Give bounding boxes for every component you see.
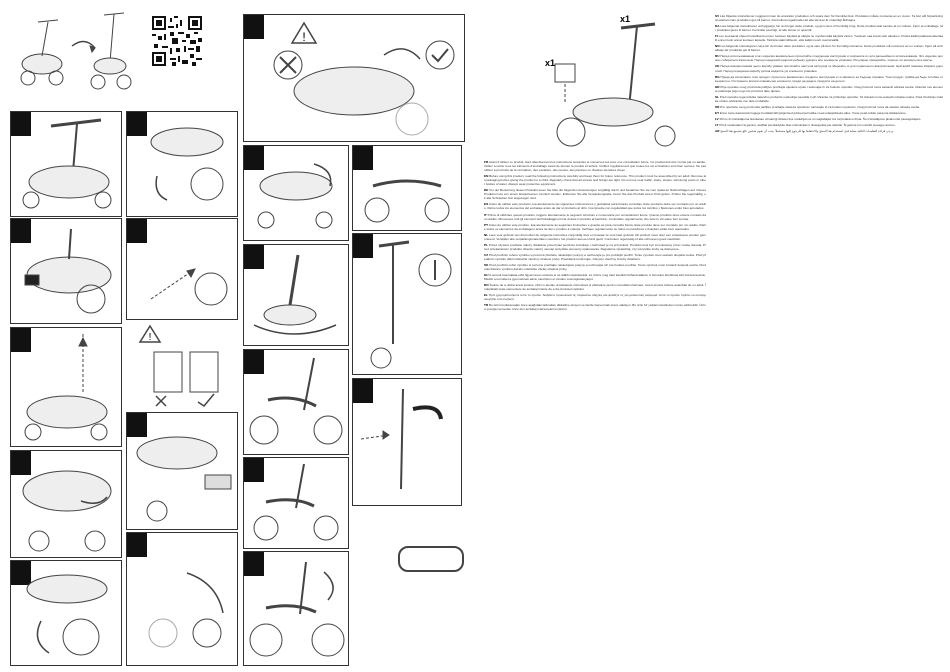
instruction-paragraph bbox=[484, 243, 706, 251]
language-code: AR bbox=[715, 129, 720, 134]
language-code: SV bbox=[715, 14, 720, 18]
language-code: LV bbox=[715, 116, 719, 121]
instruction-paragraph bbox=[715, 44, 943, 52]
step-panel-2 bbox=[10, 218, 122, 324]
language-code: NL bbox=[484, 232, 489, 237]
instruction-paragraph bbox=[484, 263, 706, 271]
wheel-rotate-illustration bbox=[11, 561, 121, 665]
instruction-paragraph bbox=[484, 253, 706, 261]
language-code: FI bbox=[715, 34, 718, 39]
seat-removal-illustration bbox=[11, 451, 121, 557]
language-code: EL bbox=[484, 293, 488, 298]
instruction-text: Before using this product, read the following instructions carefully and keep them for future reference. This product must be assembled by an adult. Remove all packaging before giving the product to a child. Regularly check that all screws and fixings are tight. Do not use near traffic, stairs, slopes, swimming pools or other bodies of water. Always wear protective equipment. bbox=[484, 174, 706, 187]
instruction-text: Przed użyciem produktu należy dokładnie przeczytać poniższe instrukcje i zachować je na przyszłość. Produkt musi być zmontowany przez osobę dorosłą. Przed przekazaniem produktu dziecku należy usunąć wszystkie elementy opakowania. Regularnie sprawdzaj, czy wszystkie śruby są dokręcone. bbox=[484, 242, 706, 251]
instruction-text: Læs følgende instruktioner omhyggeligt, før du bruger dette produkt, og gem dem til fremtidig brug. Dette produkt skal samles af en voksen. Fjern al emballage, før produktet gives til barnet. Kontroller jævnligt, at alle skruer er spændt. bbox=[715, 24, 943, 33]
language-code: LT bbox=[715, 122, 719, 127]
steering-insert-illustration bbox=[11, 328, 121, 446]
instruction-text: Prije uporabe ovog proizvoda pažljivo pročitajte sljedeće upute i sačuvajte ih za buduću uporabu. Ovaj proizvod mora sastaviti odrasla osoba. Uklonite sve elemente pakiranja prije nego što proizvod date djetetu. bbox=[715, 84, 943, 93]
rounded-label-box bbox=[398, 546, 464, 572]
instructions-column-right bbox=[715, 14, 943, 666]
instruction-text: Pred použitím tohto výrobku si pozorne prečítajte nasledujúce pokyny a uschovajte ich pre budúce použitie. Tento výrobok musí zostaviť dospelá osoba. Pred odovzdaním výrobku dieťaťu odstráňte všetky obalové prvky. bbox=[484, 262, 706, 272]
language-code: ET bbox=[715, 110, 719, 115]
instruction-paragraph bbox=[715, 117, 943, 121]
instruction-paragraph bbox=[715, 129, 943, 133]
language-code: EN bbox=[484, 174, 489, 179]
language-code: PT bbox=[484, 222, 488, 227]
instruction-text: Pre upotrebe ovog proizvoda pažljivo pročitajte sledeća uputstva i sačuvajte ih za buduću upotrebu. Ovaj proizvod mora da sastavi odrasla osoba. bbox=[719, 104, 921, 109]
qr-code bbox=[152, 16, 202, 66]
instruction-text: Prieš naudodami šį gaminį, atidžiai perskaitykite šias instrukcijas ir išsaugokite jas ateičiai. Šį gaminį turi surinkti suaugęs asmuo. bbox=[718, 122, 896, 127]
language-code: CZ bbox=[484, 252, 489, 257]
instruction-text: Läs följande instruktioner noggrant innan du använder produkten och spara dem för framtida bruk. Produkten måste monteras av en vuxen. Ta bort allt förpackningsmaterial innan produkten ges till barnet. Kontrollera regelbundet att alla skruvar är ordentligt åtdragna. bbox=[715, 14, 943, 23]
instruction-paragraph bbox=[484, 283, 706, 291]
seat-lock-illustration bbox=[11, 219, 121, 323]
language-code: DE bbox=[484, 188, 489, 193]
language-code: SL bbox=[715, 94, 719, 99]
instruction-text: Před použitím tohoto výrobku si pozorně přečtěte následující pokyny a uschovejte je pro pozdější použití. Tento výrobek musí sestavit dospělá osoba. Před předáním výrobku dítěti odstraňte všechny obalové prvky. Pravidelně kontrolujte, zda jsou všechny šrouby dotažené. bbox=[484, 252, 706, 261]
language-code: RU bbox=[715, 54, 720, 59]
step-panel-16 bbox=[352, 145, 462, 231]
instruction-text: Prima di utilizzare questo prodotto, leggere attentamente le seguenti istruzioni e conservarle per consultazioni future. Questo prodotto deve essere montato da un adulto. Rimuovere tutti gli elementi dell'imballaggio prima di dare il prodotto al bambino. Controllare regolarmente che tutte le viti siano ben serrate. bbox=[484, 212, 706, 221]
language-code: HU bbox=[484, 273, 489, 278]
instruction-text: Pirms šī izstrādājuma lietošanas uzmanīgi izlasiet šos norādījumus un saglabājiet tos turpmākai uzziņai. Šo izstrādājumu jāsamontē pieaugušajam. bbox=[718, 116, 922, 121]
scooter-assembled-illustration bbox=[545, 12, 705, 152]
language-code: IT bbox=[484, 212, 487, 217]
instruction-text: Перед використанням цього виробу уважно прочитайте наступні інструкції та збережіть їх для подальшого використання. Цей виріб повинен збирати дорослий. Перед передачею виробу дитині видаліть усі елементи упаковки. bbox=[715, 64, 943, 73]
instruction-text: يرجى قراءة التعليمات التالية بعناية قبل استخدام هذا المنتج والاحتفاظ بها للرجوع إليها مستقبلاً. يجب أن يقوم شخص بالغ بتجميع هذا المنتج. bbox=[719, 129, 895, 134]
height-adjust-illustration bbox=[244, 458, 348, 548]
wheel-detach-illustration bbox=[127, 112, 237, 216]
instruction-paragraph bbox=[484, 233, 706, 241]
instruction-text: A termék használata előtt figyelmesen olvassa el az alábbi utasításokat, és őrizze meg őket későbbi felhasználásra. A terméket felnőttnek kell összeszerelnie. Mielőtt a terméket a gyermeknek adná, távolítson el minden csomagolóanyagot. bbox=[484, 273, 706, 282]
instruction-paragraph bbox=[715, 123, 943, 127]
step-panel-5 bbox=[10, 560, 122, 666]
instruction-paragraph bbox=[484, 174, 706, 186]
rotate-frame-illustration bbox=[244, 245, 348, 345]
instruction-paragraph bbox=[715, 85, 943, 93]
instruction-paragraph bbox=[715, 34, 943, 42]
step-panel-12 bbox=[243, 244, 349, 346]
instruction-paragraph bbox=[484, 213, 706, 221]
instruction-text: Bu ürünü kullanmadan önce aşağıdaki talimatları dikkatlice okuyun ve ileride başvurmak üzere saklayın. Bu ürün bir yetişkin tarafından monte edilmelidir. Ürünü çocuğa vermeden önce tüm ambalaj malzemelerini çıkarın. bbox=[484, 303, 706, 312]
button-press-illustration bbox=[127, 413, 237, 529]
instruction-paragraph bbox=[484, 160, 706, 172]
warning-comparison-illustration bbox=[126, 322, 236, 408]
instruction-paragraph bbox=[715, 54, 943, 62]
instruction-paragraph bbox=[484, 223, 706, 231]
stem-tighten-illustration bbox=[353, 379, 461, 505]
instruction-text: Pred uporabo tega izdelka natančno preberite naslednja navodila in jih shranite za prihodnjo uporabo. Ta izdelek mora sestaviti odrasla oseba. Pred izročitvijo izdelka otroku odstranite vse dele embalaže. bbox=[715, 94, 943, 103]
instruction-paragraph bbox=[484, 303, 706, 311]
handlebar-illustration bbox=[11, 112, 121, 216]
language-code: TR bbox=[484, 303, 489, 308]
step-panel-17 bbox=[352, 233, 462, 375]
instruction-paragraph bbox=[484, 202, 706, 210]
language-code: SR bbox=[715, 104, 720, 109]
language-code: ES bbox=[484, 202, 489, 207]
step-panel-7 bbox=[126, 218, 238, 320]
instructions-block bbox=[484, 160, 706, 311]
flip-seat-illustration bbox=[244, 146, 348, 240]
instruction-text: Antes de utilizar este producto, lea atentamente las siguientes instrucciones y guárdelas para futuras consultas. Este producto debe ser montado por un adulto. Retire todos los elementos del embalaje antes de dar el producto al niño. Compruebe con regularidad que todos los tornillos y fijaciones están bien apretados. bbox=[484, 202, 706, 211]
step-panel-14 bbox=[243, 457, 349, 549]
hero-scooter-illustration bbox=[10, 6, 140, 102]
instruction-text: Enne toote kasutamist lugege hoolikalt läbi järgmised juhised ja hoidke need edaspidiseks alles. Toote peab kokku panema täiskasvanu. bbox=[718, 110, 907, 115]
seat-pin-illustration bbox=[353, 146, 461, 230]
language-code: FR bbox=[484, 160, 489, 164]
frame-fold-illustration bbox=[127, 533, 237, 665]
instruction-text: Lue seuraavat ohjeet huolellisesti ennen tuotteen käyttöä ja säilytä ne myöhempää käyttöä varten. Tuotteen saa koota vain aikuinen. Poista kaikki pakkausmateriaalit ennen kuin annat tuotteen lapselle. Tarkista säännöllisesti, että kaikki ruuvit ovat kireällä. bbox=[715, 34, 943, 43]
language-code: SK bbox=[484, 262, 489, 267]
balance-bike-illustration bbox=[244, 350, 348, 454]
stem-lock-illustration bbox=[353, 234, 461, 374]
instruction-text: Lees voor gebruik van dit product de volgende instructies zorgvuldig door en bewaar ze voor later gebruik. Dit product moet door een volwassene worden gemonteerd. Verwijder alle verpakkingsmaterialen voordat u het product aan een kind geeft. Controleer regelmatig of alle schroeven goed vastzitten. bbox=[484, 232, 706, 241]
instruction-text: Преди да използвате този продукт, прочетете внимателно следните инструкции и ги запазете за бъдещи справки. Този продукт трябва да бъде сглобен от възрастен. Отстранете всички опаковъчни елементи, преди да дадете продукта на детето. bbox=[715, 74, 943, 83]
svg-text:!: ! bbox=[148, 332, 152, 343]
step-panel-9 bbox=[126, 532, 238, 666]
language-code: DA bbox=[715, 24, 720, 29]
instruction-text: Πριν χρησιμοποιήσετε αυτό το προϊόν, διαβάστε προσεκτικά τις παρακάτω οδηγίες και φυλάξτε τις για μελλοντική αναφορά. Αυτό το προϊόν πρέπει να συναρμολογηθεί από ενήλικα. bbox=[484, 293, 706, 302]
language-code: HR bbox=[715, 84, 720, 89]
step-panel-6 bbox=[126, 111, 238, 217]
instruction-paragraph bbox=[715, 105, 943, 109]
instruction-text: Vor der Benutzung dieses Produkts lesen Sie bitte die folgenden Anweisungen sorgfältig durch und bewahren Sie sie zum späteren Nachschlagen auf. Dieses Produkt muss von einem Erwachsenen montiert werden. Entfernen Sie alle Verpackungsteile, bevor Sie das Produkt einem Kind geben. Prüfen Sie regelmäßig, ob alle Schrauben fest angezogen sind. bbox=[484, 188, 706, 201]
instruction-text: Les følgende instruksjoner nøye før du bruker dette produktet, og ta vare på dem for fremtidig referanse. Dette produktet må monteres av en voksen. Fjern all emballasje før produktet gis til barnet. bbox=[715, 44, 943, 53]
quantity-label-side: x1 bbox=[545, 58, 556, 68]
instruction-paragraph bbox=[715, 24, 943, 32]
step-panel-15 bbox=[243, 551, 349, 666]
instruction-text: Înainte de a utiliza acest produs, citiți cu atenție următoarele instrucțiuni și păstrați-le pentru consultări ulterioare. Acest produs trebuie asamblat de un adult. Îndepărtați toate elementele de ambalaj înainte de a da produsul copilului. bbox=[484, 283, 706, 292]
step-panel-10 bbox=[243, 14, 465, 142]
warning-panel bbox=[126, 322, 236, 408]
instruction-paragraph bbox=[715, 14, 943, 22]
instruction-paragraph bbox=[715, 111, 943, 115]
quantity-label-top: x1 bbox=[620, 14, 631, 24]
instructions-block bbox=[715, 14, 943, 133]
balance-bike-complete-illustration bbox=[244, 552, 348, 665]
step-panel-18 bbox=[352, 378, 462, 506]
instruction-paragraph bbox=[715, 64, 943, 72]
instructions-column-middle bbox=[484, 160, 706, 666]
svg-text:!: ! bbox=[302, 30, 306, 44]
instruction-paragraph bbox=[715, 95, 943, 103]
instruction-paragraph bbox=[715, 75, 943, 83]
instruction-paragraph bbox=[484, 273, 706, 281]
instruction-paragraph bbox=[484, 188, 706, 200]
language-code: UK bbox=[715, 64, 720, 69]
language-code: RO bbox=[484, 283, 489, 288]
language-code: BG bbox=[715, 74, 720, 79]
language-code: PL bbox=[484, 242, 488, 247]
step-panel-1 bbox=[10, 111, 122, 217]
step-panel-11 bbox=[243, 145, 349, 241]
language-code: NO bbox=[715, 44, 720, 49]
seat-position-illustration bbox=[244, 15, 464, 141]
step-panel-4 bbox=[10, 450, 122, 558]
instruction-text: Antes de utilizar este produto, leia atentamente as seguintes instruções e guarde-as para consulta futura. Este produto deve ser montado por um adulto. Retire todos os elementos da embalagem antes de dar o produto à criança. Verifique regularmente se todos os parafusos e fixações estão bem apertados. bbox=[484, 222, 706, 231]
step-panel-13 bbox=[243, 349, 349, 455]
instruction-paragraph bbox=[484, 293, 706, 301]
instruction-text: Перед использованием этого изделия внимательно прочитайте следующие инструкции и сохраните их для дальнейшего использования. Это изделие должно собираться взрослым. Перед передачей изделия ребенку удалите все элементы упаковки. Регулярно проверяйте, хорошо ли затянуты все винты. bbox=[715, 54, 943, 63]
step-panel-3 bbox=[10, 327, 122, 447]
instruction-text: Avant d'utiliser ce produit, lisez attentivement les instructions suivantes et conservez-les pour une consultation future. Ce produit doit être monté par un adulte. Veillez à retirer tous les éléments d'emballage avant de donner le produit à l'enfant. Vérifiez régulièrement que toutes les vis et fixations sont bien serrées. Ne pas utiliser à proximité de la circulation, des escaliers, des pentes, des piscines ou d'autres étendues d'eau. bbox=[484, 160, 706, 173]
wheel-attach-illustration bbox=[127, 219, 237, 319]
step-panel-8 bbox=[126, 412, 238, 530]
